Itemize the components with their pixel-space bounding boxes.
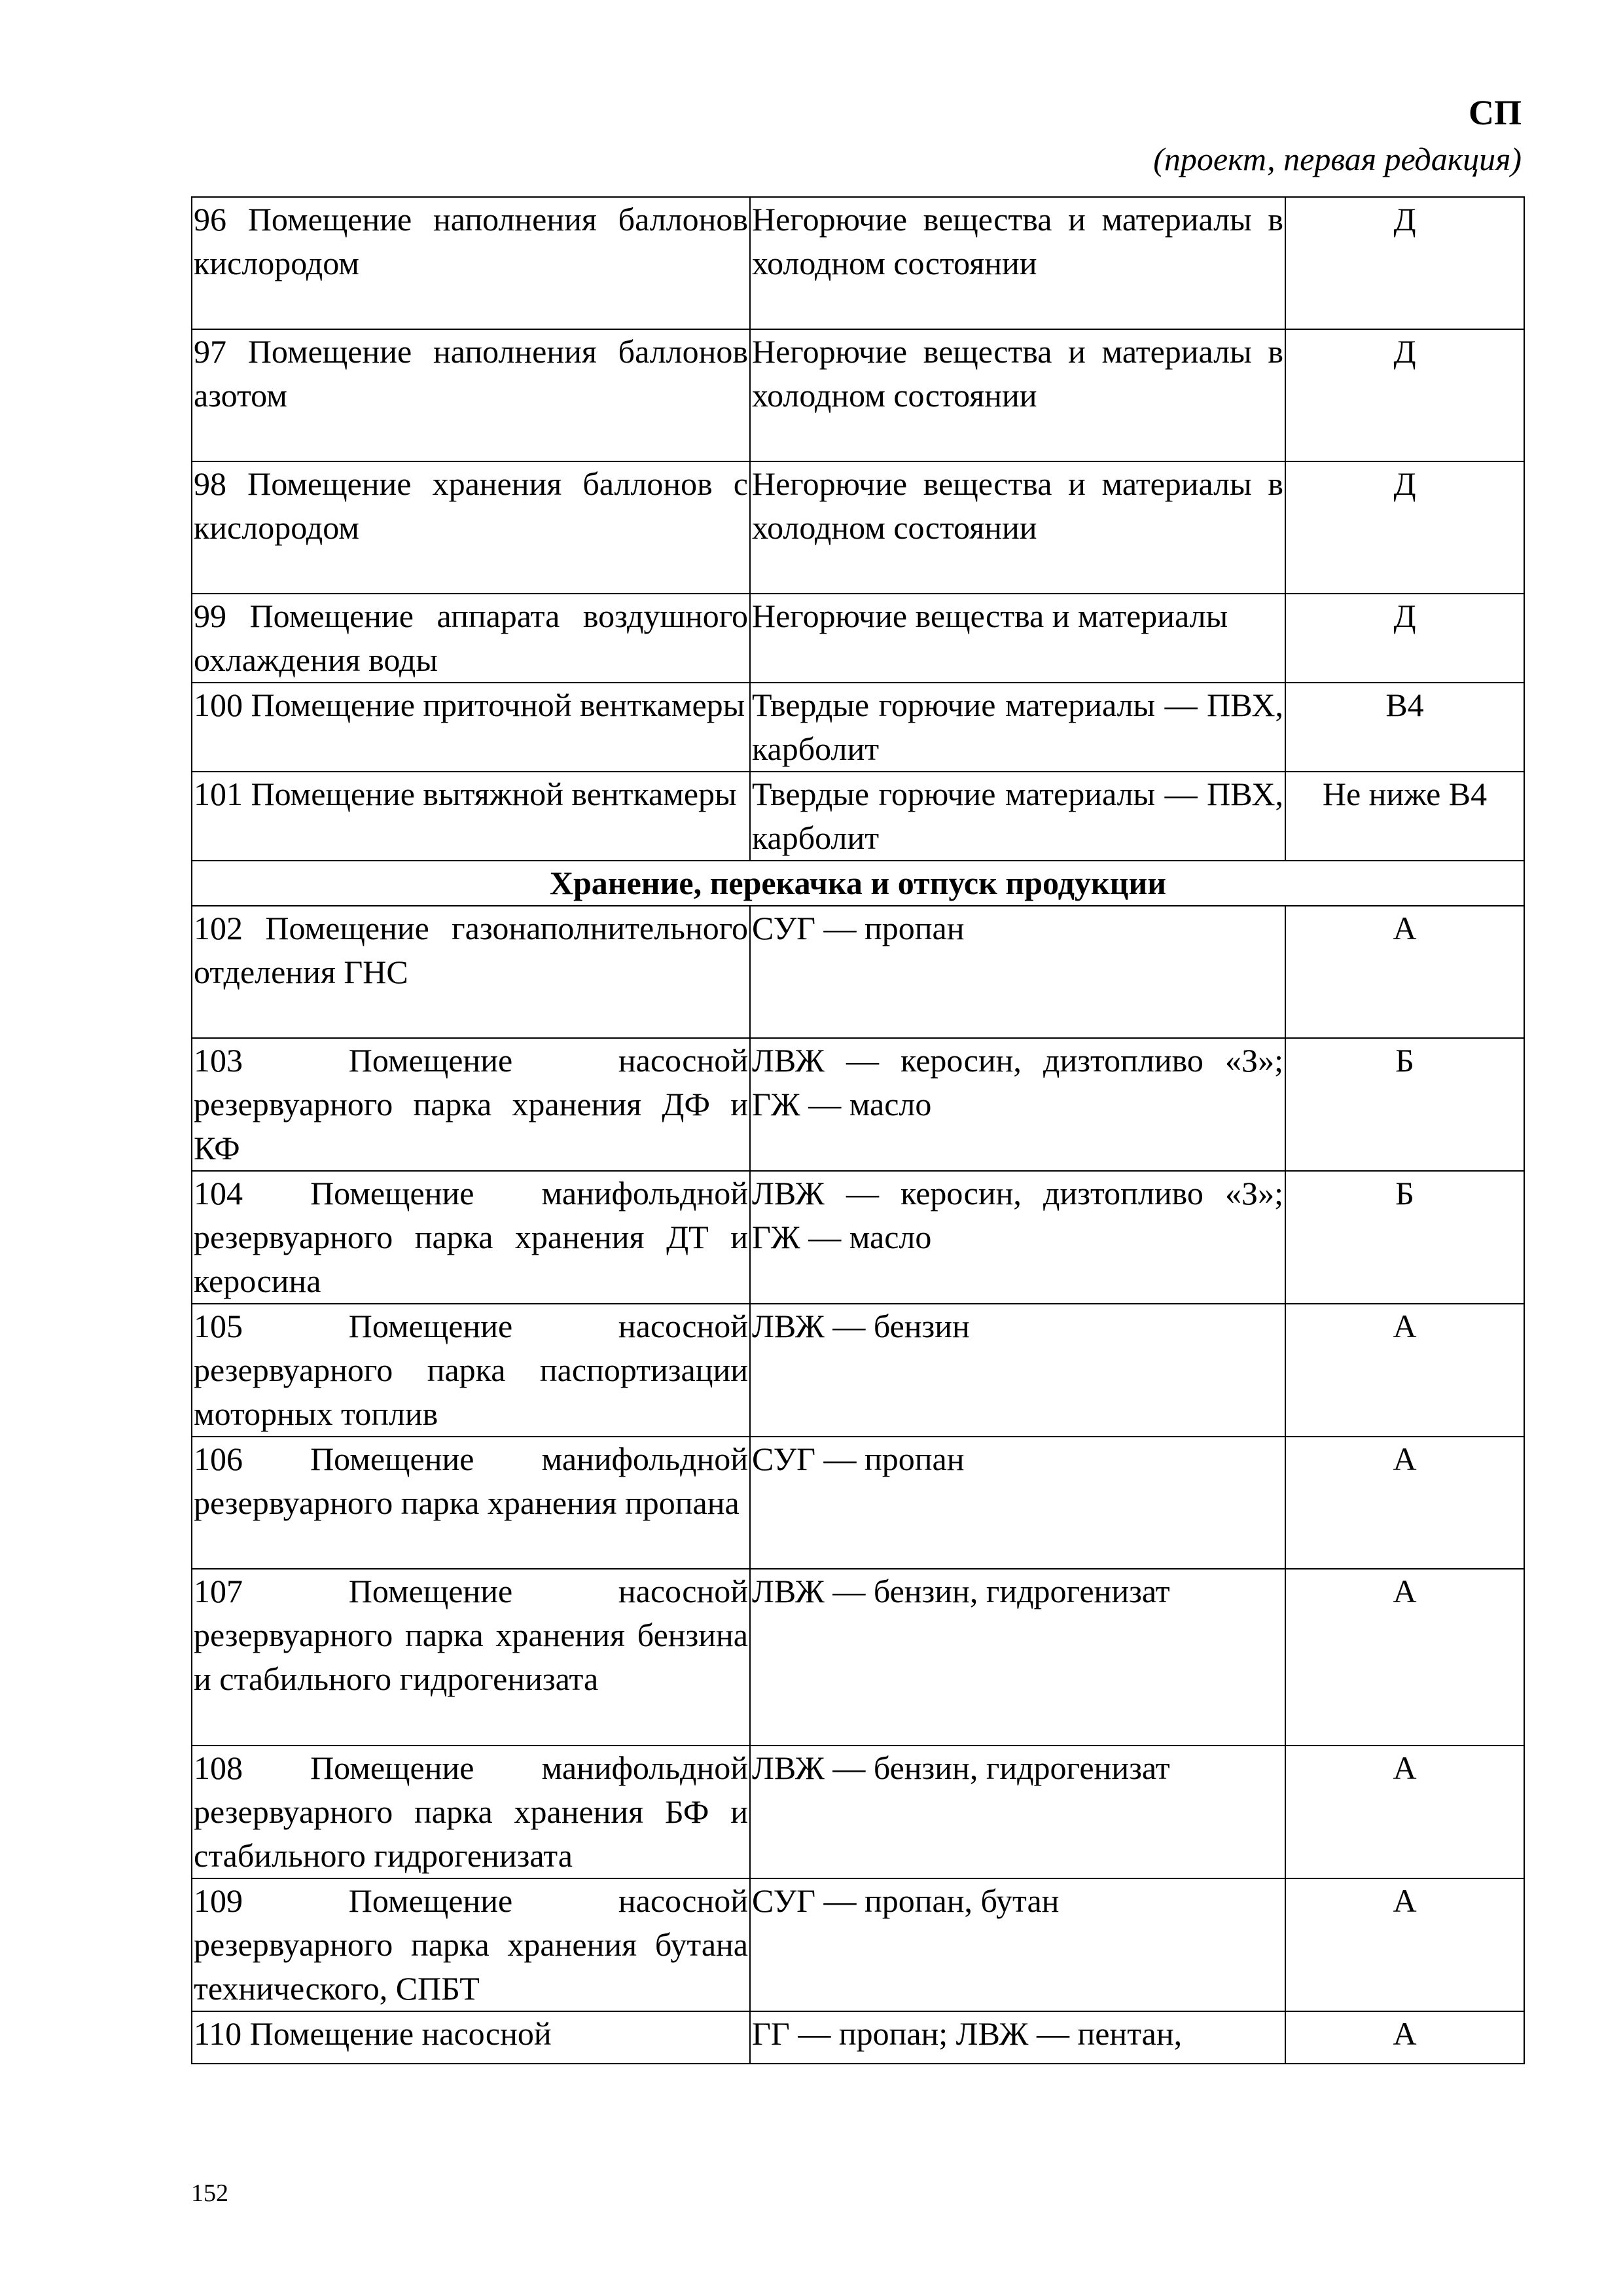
room-name-cell: 104 Помещение манифольдной резервуарного парка хранения ДТ и керосина [192,1171,750,1304]
room-name-cell: 97 Помещение наполнения баллонов азотом [192,329,750,461]
table-row [192,772,1524,861]
table-row [192,1304,1524,1437]
substance-cell: Негорючие вещества и материалы [750,594,1285,683]
substance-cell: СУГ — пропан [750,906,1285,1038]
table-row [192,594,1524,683]
table-row [192,906,1524,1038]
room-name-cell: 96 Помещение наполнения баллонов кислородом [192,197,750,329]
substance-cell: СУГ — пропан, бутан [750,1878,1285,2011]
room-name-cell: 107 Помещение насосной резервуарного парка хранения бензина и стабильного гидрогенизата [192,1569,750,1746]
room-name-cell: 110 Помещение насосной [192,2011,750,2064]
room-name-cell: 98 Помещение хранения баллонов с кислородом [192,461,750,594]
table-row [192,2011,1524,2064]
category-cell: А [1285,2011,1524,2064]
substance-cell: ЛВЖ — бензин [750,1304,1285,1437]
category-cell: А [1285,906,1524,1038]
substance-cell: ЛВЖ — керосин, дизтопливо «З»; ГЖ — масло [750,1038,1285,1171]
table-row [192,197,1524,329]
table-row [192,1171,1524,1304]
room-name-cell: 101 Помещение вытяжной венткамеры [192,772,750,861]
room-name-cell: 103 Помещение насосной резервуарного парка хранения ДФ и КФ [192,1038,750,1171]
substance-cell: ЛВЖ — бензин, гидрогенизат [750,1746,1285,1878]
room-name-cell: 100 Помещение приточной венткамеры [192,683,750,772]
substance-cell: Негорючие вещества и материалы в холодном состоянии [750,329,1285,461]
substance-cell: ЛВЖ — керосин, дизтопливо «З»; ГЖ — масло [750,1171,1285,1304]
section-title: Хранение, перекачка и отпуск продукции [192,861,1524,906]
page-number: 152 [191,2179,228,2207]
substance-cell: Твердые горючие материалы — ПВХ, карболит [750,683,1285,772]
table-body [192,197,1524,2064]
category-cell: Д [1285,329,1524,461]
table-row [192,1569,1524,1746]
room-name-cell: 102 Помещение газонаполнительного отделения ГНС [192,906,750,1038]
category-cell: Не ниже В4 [1285,772,1524,861]
category-cell: А [1285,1304,1524,1437]
category-cell: Б [1285,1038,1524,1171]
substance-cell: СУГ — пропан [750,1437,1285,1569]
category-cell: Б [1285,1171,1524,1304]
table-row [192,1878,1524,2011]
substance-cell: Негорючие вещества и материалы в холодном состоянии [750,461,1285,594]
category-cell: А [1285,1569,1524,1746]
table-row [192,683,1524,772]
substance-cell: Твердые горючие материалы — ПВХ, карболит [750,772,1285,861]
document-status: (проект, первая редакция) [1153,141,1522,177]
document-code: СП [1469,93,1522,132]
table-row [192,1746,1524,1878]
table-row [192,461,1524,594]
category-cell: Д [1285,594,1524,683]
category-cell: Д [1285,197,1524,329]
room-name-cell: 99 Помещение аппарата воздушного охлаждения воды [192,594,750,683]
table-row [192,1437,1524,1569]
room-category-table [191,196,1525,2064]
room-name-cell: 106 Помещение манифольдной резервуарного парка хранения пропана [192,1437,750,1569]
category-cell: А [1285,1878,1524,2011]
room-name-cell: 108 Помещение манифольдной резервуарного парка хранения БФ и стабильного гидрогенизата [192,1746,750,1878]
table-row [192,329,1524,461]
category-cell: Д [1285,461,1524,594]
substance-cell: Негорючие вещества и материалы в холодном состоянии [750,197,1285,329]
room-name-cell: 105 Помещение насосной резервуарного парка паспортизации моторных топлив [192,1304,750,1437]
category-cell: В4 [1285,683,1524,772]
room-name-cell: 109 Помещение насосной резервуарного парка хранения бутана технического, СПБТ [192,1878,750,2011]
category-cell: А [1285,1437,1524,1569]
substance-cell: ГГ — пропан; ЛВЖ — пентан, [750,2011,1285,2064]
substance-cell: ЛВЖ — бензин, гидрогенизат [750,1569,1285,1746]
category-cell: А [1285,1746,1524,1878]
table-row [192,1038,1524,1171]
table-section-header [192,861,1524,906]
